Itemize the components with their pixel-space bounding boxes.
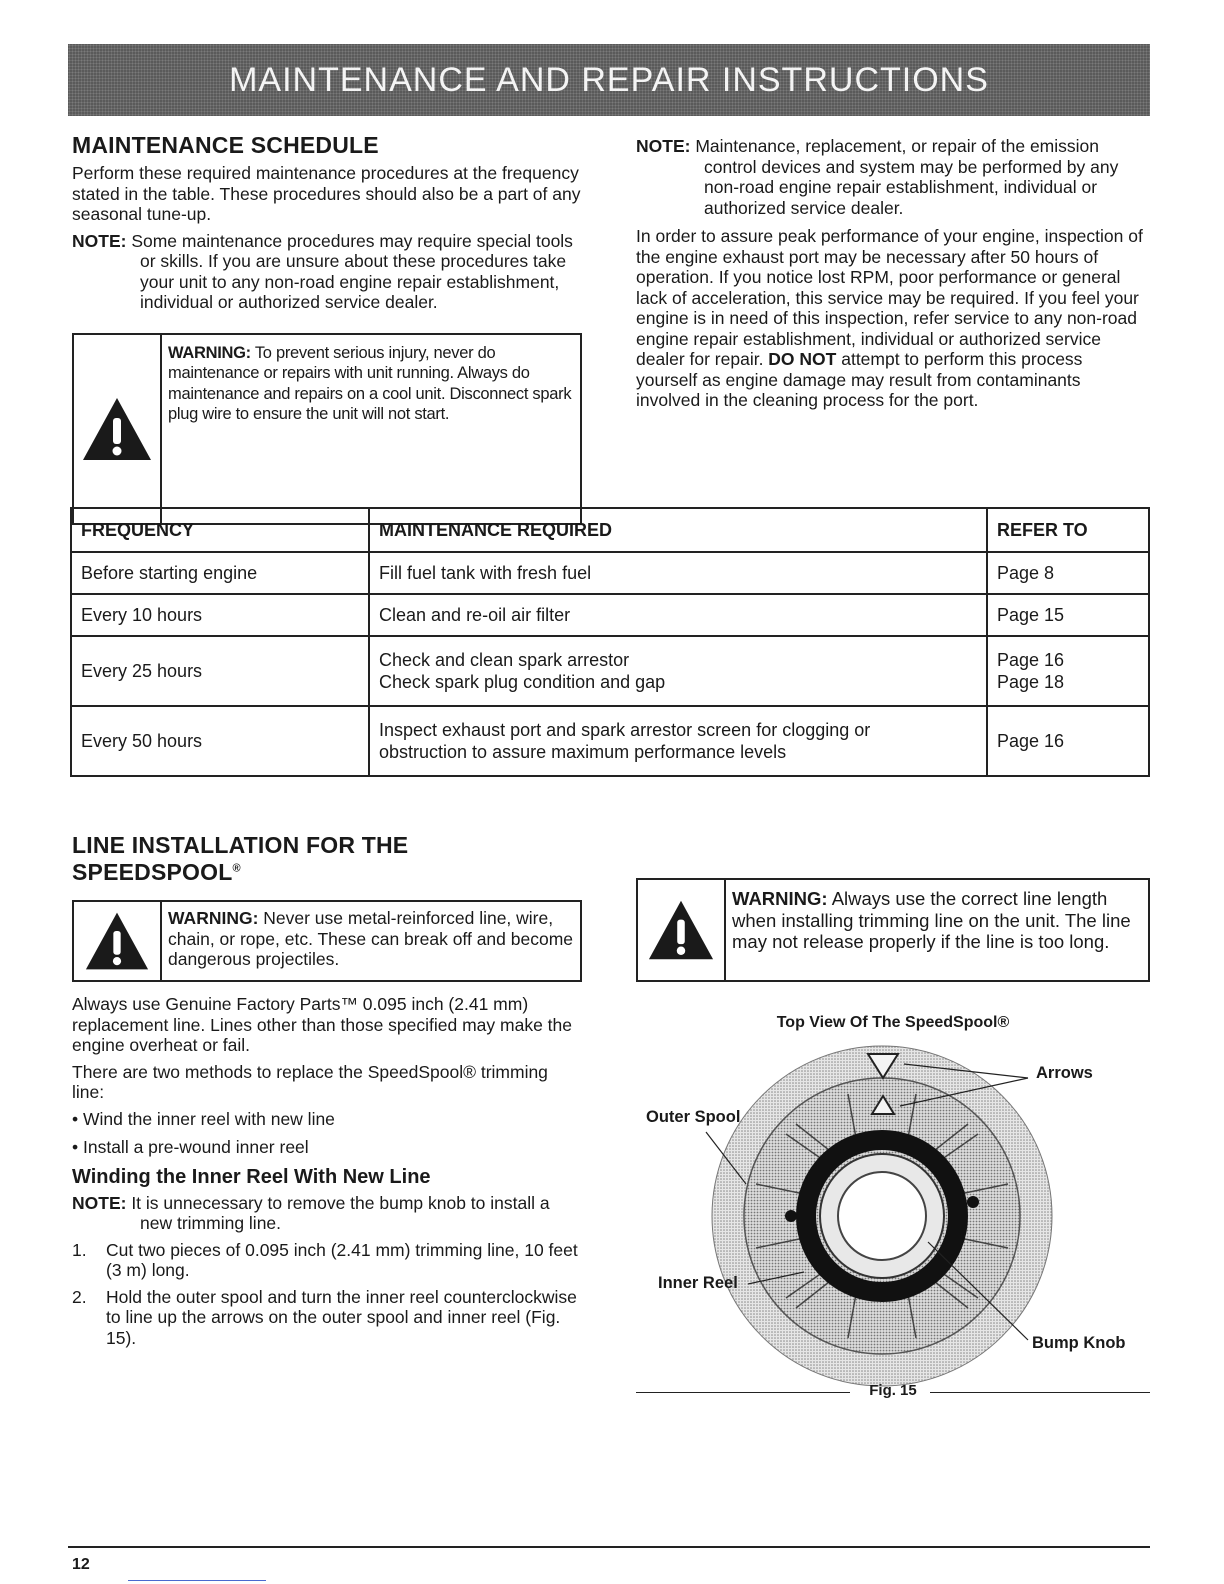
maintenance-schedule-heading: MAINTENANCE SCHEDULE [72,132,379,158]
list-item: • Wind the inner reel with new line [72,1108,335,1129]
cell-task-line: Check spark plug condition and gap [379,672,666,692]
exhaust-port-paragraph [636,226,1148,411]
cell-task-line: Inspect exhaust port and spark arrestor screen for clogging or [379,720,871,740]
step-text: Cut two pieces of 0.095 inch (2.41 mm) trimming line, 10 feet (3 m) long. [106,1239,578,1280]
schedule-note-label: NOTE: [72,230,127,251]
cell-task-line: Check and clean spark arrestor [379,650,630,670]
winding-note-label: NOTE: [72,1192,127,1213]
schedule-warning-label: WARNING: [168,343,251,362]
emission-note [636,136,1148,218]
speedspool-figure [636,1014,1150,1404]
methods-list [72,1109,582,1158]
cell-frequency: Before starting engine [71,552,369,594]
table-row [71,706,1149,776]
line-installation-heading [72,832,582,886]
step-text: Hold the outer spool and turn the inner reel counterclockwise to line up the arrows on the outer spool and inner reel (Fig. 15). [106,1286,577,1348]
cell-tasks [369,706,987,776]
cell-frequency: Every 25 hours [71,636,369,706]
registered-mark: ® [232,862,241,875]
warning-icon-cell [638,880,726,980]
maintenance-table [70,507,1150,777]
header-maintenance-required: MAINTENANCE REQUIRED [369,508,987,552]
footer-rule [68,1546,1150,1548]
cell-task: Fill fuel tank with fresh fuel [369,552,987,594]
maintenance-schedule-section [72,132,582,525]
winding-subheading: Winding the Inner Reel With New Line [72,1165,431,1188]
line-length-warning-label: WARNING: [732,888,828,909]
line-installation-section [72,832,582,1354]
cell-refs [987,636,1149,706]
warning-triangle-icon [646,897,716,963]
banner-title: MAINTENANCE AND REPAIR INSTRUCTIONS [229,60,989,99]
cell-ref: Page 15 [987,594,1149,636]
callout-arrows: Arrows [1036,1064,1093,1082]
exhaust-para-end: attempt to perform this process yourself as engine damage may result from contaminants involved in the cleaning process for the port. [636,349,1083,410]
callout-outer-spool: Outer Spool [646,1108,741,1126]
header-frequency: FREQUENCY [71,508,369,552]
step-number: 2. [72,1286,87,1307]
table-header-row [71,508,1149,552]
cell-tasks [369,636,987,706]
cell-frequency: Every 10 hours [71,594,369,636]
figure-title: Top View Of The SpeedSpool® [776,1014,1010,1031]
methods-paragraph: There are two methods to replace the SpeedSpool® trimming line: [72,1061,548,1102]
winding-steps [72,1240,582,1349]
line-length-warning-box [636,878,1150,982]
page-banner [68,44,1150,116]
schedule-note [72,231,582,313]
schedule-note-text: Some maintenance procedures may require special tools or skills. If you are unsure about these procedures take your unit to any non-road engine repair establishment, individual or authorized service dealer. [126,230,573,312]
eyelet-right [967,1196,979,1208]
list-item: • Install a pre-wound inner reel [72,1137,309,1157]
cell-task: Clean and re-oil air filter [369,594,987,636]
schedule-warning-box [72,333,582,525]
line-length-warning-text: Always use the correct line length when installing trimming line on the unit. The line may not release properly if the line is too long. [732,888,1131,952]
warning-triangle-icon [80,394,154,464]
genuine-parts-paragraph: Always use Genuine Factory Parts™ 0.095 inch (2.41 mm) replacement line. Lines other than those specified may make the engine overheat or fail. [72,994,573,1055]
schedule-intro: Perform these required maintenance procedures at the frequency stated in the table. These procedures should also be a part of any seasonal tune-up. [72,163,581,224]
line-length-warning-text-cell [726,880,1148,980]
page-number: 12 [72,1556,90,1573]
cell-task-line: obstruction to assure maximum performance levels [379,742,787,762]
exhaust-para-start: In order to assure peak performance of your engine, inspection of the engine exhaust port may be necessary after 50 hours of operation. If you notice lost RPM, poor performance or general lack of acceleration, this service may be required. If you feel your engine is in need of this inspection, refer service to any non-road engine repair establishment, individual or authorized service dealer for repair. [636,226,1143,369]
emission-note-label: NOTE: [636,136,691,156]
eyelet-left [785,1210,797,1222]
cell-ref-line: Page 16 [997,650,1065,670]
winding-note-text: It is unnecessary to remove the bump knob to install a new trimming line. [126,1192,550,1233]
bump-knob-center [838,1172,926,1260]
table-row [71,636,1149,706]
cell-ref: Page 8 [987,552,1149,594]
exhaust-para-bold: DO NOT [768,349,837,369]
warning-triangle-icon [82,909,152,973]
line-warning-text: Never use metal-reinforced line, wire, chain, or rope, etc. These can break off and become dangerous projectiles. [168,908,574,969]
emission-note-section [636,136,1148,417]
schedule-warning-text: To prevent serious injury, never do maintenance or repairs with unit running. Always do maintenance and repairs on a cool unit. Disconnect spark plug wire to ensure the unit will not start. [168,343,572,423]
line-installation-heading-text: LINE INSTALLATION FOR THE SPEEDSPOOL [72,832,409,885]
callout-bump-knob: Bump Knob [1032,1334,1126,1352]
schedule-warning-text-cell [162,335,580,523]
step-item [72,1240,582,1281]
cell-frequency: Every 50 hours [71,706,369,776]
step-number: 1. [72,1239,87,1260]
step-item [72,1287,582,1349]
link-underline [128,1580,266,1581]
maintenance-table-wrap [70,507,1150,777]
cell-ref: Page 16 [987,706,1149,776]
header-refer-to: REFER TO [987,508,1149,552]
line-warning-box [72,900,582,982]
cell-ref-line: Page 18 [997,672,1065,692]
callout-inner-reel: Inner Reel [658,1274,738,1292]
table-row [71,552,1149,594]
emission-note-text: Maintenance, replacement, or repair of the emission control devices and system may be performed by any non-road engine repair establishment, individual or authorized service dealer. [690,136,1119,218]
line-warning-label: WARNING: [168,908,259,928]
line-warning-text-cell [162,902,580,980]
winding-note [72,1193,582,1234]
warning-icon-cell [74,902,162,980]
warning-icon-cell [74,335,162,523]
figure-caption: Fig. 15 [869,1382,917,1399]
table-row [71,594,1149,636]
